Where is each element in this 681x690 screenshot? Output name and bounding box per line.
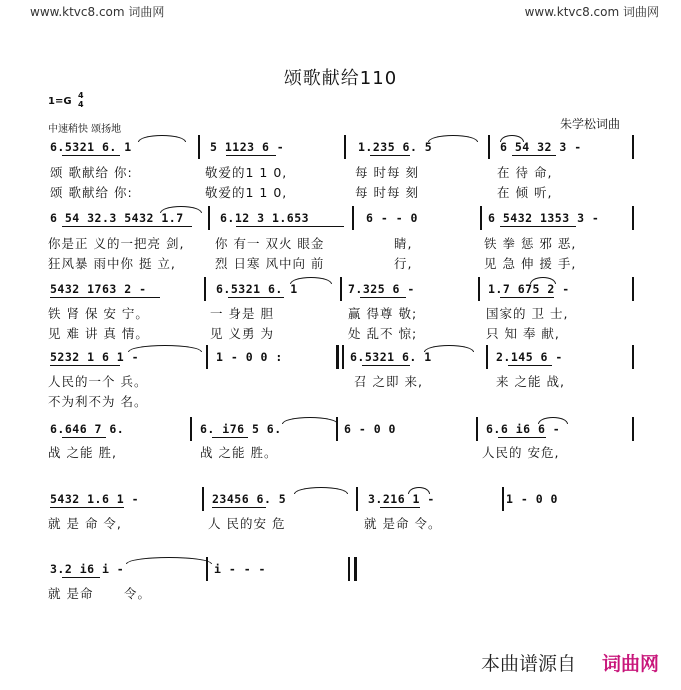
bar-line [208,206,210,230]
measure-notes: 6 - - 0 [366,211,418,225]
watermark-left: www.ktvc8.com 词曲网 [30,5,165,19]
lyric-line: 令。 [124,586,152,601]
lyric-line: 就 是 命 令, [48,516,122,531]
lyric-line: 烈 日寒 风中向 前 [215,256,325,271]
lyric-line: 人民的 安危, [482,445,560,460]
key-signature: 1=G [48,96,72,107]
bar-line [204,277,206,301]
beam-line [380,507,420,508]
lyric-line: 每 时每 刻 [355,165,419,180]
measure-notes: 6.6 i6 6 - [486,422,561,436]
beam-line [512,155,556,156]
final-bar-line [354,557,357,581]
lyric-line: 颂 歌献给 你: [50,185,133,200]
beam-line [500,226,576,227]
measure-notes: 5432 1.6 1 - [50,492,140,506]
beam-line [500,297,554,298]
beam-line [498,437,546,438]
tie-slur [160,206,202,213]
bar-line [632,345,634,369]
beam-line [362,365,410,366]
time-signature-top: 4 [78,91,84,100]
lyric-line: 铁 肾 保 安 宁。 [48,306,149,321]
lyric-line: 颂 歌献给 你: [50,165,133,180]
lyric-line: 国家的 卫 士, [486,306,569,321]
bar-line [502,487,504,511]
beam-line [508,365,552,366]
beam-line [50,365,120,366]
lyric-line: 在 倾 听, [497,185,553,200]
lyric-line: 一 身是 胆 [210,306,274,321]
tie-slur [290,277,332,284]
time-signature [78,91,84,109]
lyric-line: 来 之能 战, [496,374,565,389]
bar-line [478,277,480,301]
lyric-line: 你 有一 双火 眼金 [215,236,325,251]
source-note: 本曲谱源自 [480,653,576,675]
bar-line [632,206,634,230]
lyric-line: 就 是命 令。 [364,516,442,531]
lyric-line: 战 之能 胜, [48,445,117,460]
bar-line [202,487,204,511]
measure-notes: 3.216 1 - [368,492,435,506]
tempo-marking: 中速稍快 颂扬地 [48,124,122,135]
measure-notes: 1 - 0 0 : [216,350,283,364]
measure-notes: 6. i76 5 6. [200,422,282,436]
lyric-line: 赢 得尊 敬; [348,306,418,321]
lyric-line: 不为利不为 名。 [48,394,148,409]
repeat-bar-line [336,345,339,369]
lyric-line: 在 待 命, [497,165,553,180]
measure-notes: 1 - 0 0 [506,492,558,506]
lyric-line: 处 乱不 惊; [348,326,418,341]
bar-line [488,135,490,159]
beam-line [50,297,160,298]
measure-notes: 5232 1 6 1 - [50,350,140,364]
beam-line [212,437,248,438]
site-logo: 词曲网 [601,653,659,675]
beam-line [360,297,406,298]
bar-line [344,135,346,159]
lyric-line: 召 之即 来, [354,374,423,389]
tie-slur [138,135,186,142]
lyric-line: 只 知 奉 献, [486,326,560,341]
bar-line [352,206,354,230]
measure-notes: 6 - 0 0 [344,422,396,436]
bar-line [342,345,344,369]
beam-line [370,155,410,156]
beam-line [228,297,284,298]
bar-line [190,417,192,441]
tie-slur [128,345,202,352]
lyric-line: 见 义勇 为 [210,326,274,341]
bar-line [480,206,482,230]
bar-line [486,345,488,369]
lyric-line: 行, [394,256,413,271]
measure-notes: 5 1123 6 - [210,140,285,154]
song-title: 颂歌献给110 [283,68,398,89]
lyric-line: 敬爱的1 1 0, [205,165,288,180]
bar-line [206,345,208,369]
lyric-line: 每 时每 刻 [355,185,419,200]
tie-slur [126,557,212,564]
lyric-line: 见 难 讲 真 情。 [48,326,149,341]
measure-notes: 6 5432 1353 3 - [488,211,600,225]
beam-line [62,437,106,438]
measure-notes: 6 54 32 3 - [500,140,582,154]
lyric-line: 你是正 义的一把亮 剑, [48,236,185,251]
tie-slur [530,277,556,284]
measure-notes: 6.5321 6. 1 [50,140,132,154]
measure-notes: 1.235 6. 5 [358,140,433,154]
beam-line [62,577,100,578]
measure-notes: 5432 1763 2 - [50,282,147,296]
bar-line [356,487,358,511]
lyric-line: 敬爱的1 1 0, [205,185,288,200]
measure-notes: i - - - [214,562,266,576]
tie-slur [282,417,338,424]
lyric-line: 狂风暴 雨中你 挺 立, [48,256,176,271]
tie-slur [408,487,430,494]
measure-notes: 2.145 6 - [496,350,563,364]
measure-notes: 6 54 32.3 5432 1.7 [50,211,184,225]
measure-notes: 23456 6. 5 [212,492,287,506]
time-signature-bottom: 4 [78,100,84,109]
bar-line [198,135,200,159]
beam-line [226,155,276,156]
lyric-line: 人 民的安 危 [208,516,286,531]
tie-slur [294,487,348,494]
bar-line [632,417,634,441]
bar-line [632,135,634,159]
measure-notes: 7.325 6 - [348,282,415,296]
tie-slur [500,135,524,142]
tie-slur [428,135,478,142]
beam-line [50,507,124,508]
lyric-line: 就 是命 [48,586,94,601]
bar-line [348,557,350,581]
lyric-line: 睛, [394,236,413,251]
bar-line [476,417,478,441]
lyric-line: 人民的一个 兵。 [48,374,148,389]
beam-line [236,226,344,227]
watermark-right: www.ktvc8.com 词曲网 [524,5,659,19]
measure-notes: 6.5321 6. 1 [216,282,298,296]
measure-notes: 6.12 3 1.653 [220,211,310,225]
author-credit: 朱学松词曲 [560,117,621,131]
beam-line [212,507,266,508]
bar-line [340,277,342,301]
bar-line [632,277,634,301]
tie-slur [424,345,474,352]
beam-line [62,226,192,227]
beam-line [62,155,120,156]
measure-notes: 3.2 i6 i - [50,562,125,576]
measure-notes: 6.646 7 6. [50,422,125,436]
lyric-line: 铁 拳 惩 邪 恶, [484,236,577,251]
measure-notes: 1.7 675 2 - [488,282,570,296]
tie-slur [538,417,568,424]
lyric-line: 见 急 伸 援 手, [484,256,577,271]
lyric-line: 战 之能 胜。 [200,445,278,460]
measure-notes: 6.5321 6. 1 [350,350,432,364]
